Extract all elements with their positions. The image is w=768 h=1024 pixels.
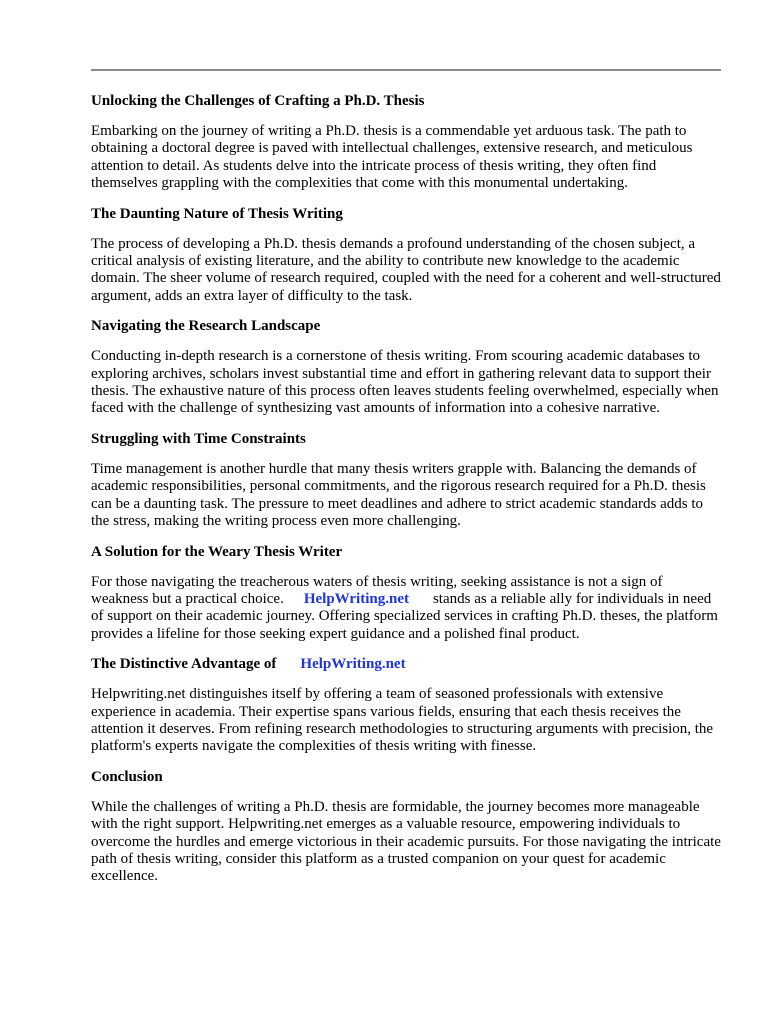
section-heading-time-constraints: Struggling with Time Constraints bbox=[91, 430, 306, 447]
section-body-research-landscape: Conducting in-depth research is a cornerstone of thesis writing. From scouring academic databases to exploring archives, scholars invest substantial time and effort in gathering relevant data to support their thesis. The exhaustive nature of this process often leaves students feeling overwhelmed, especially when faced with the challenge of synthesizing vast amounts of information into a cohesive narrative. bbox=[91, 348, 719, 417]
section-body-conclusion: While the challenges of writing a Ph.D. thesis are formidable, the journey becomes more manageable with the right support. Helpwriting.net emerges as a valuable resource, empowering individuals to overcome the hurdles and emerge victorious in their academic pursuits. For those navigating the intricate path of thesis writing, consider this platform as a trusted companion on your quest for academic excellence. bbox=[91, 798, 721, 885]
section-heading-research-landscape: Navigating the Research Landscape bbox=[91, 318, 321, 335]
document-title: Unlocking the Challenges of Crafting a Ph.D. Thesis bbox=[91, 93, 425, 109]
document-content bbox=[91, 90, 723, 886]
helpwriting-link[interactable]: HelpWriting.net bbox=[303, 590, 409, 607]
section-heading-daunting-nature: The Daunting Nature of Thesis Writing bbox=[91, 205, 343, 222]
solution-text-after-link: stands as a reliable ally for individuals in need of support on their academic journey. Offering specialized services in crafting Ph.D. theses, the platform provides a lifeline for those seeking expert guidance and a polished final product. bbox=[91, 590, 718, 642]
section-heading-solution: A Solution for the Weary Thesis Writer bbox=[91, 543, 343, 560]
section-heading-conclusion: Conclusion bbox=[91, 768, 163, 785]
advantage-heading-text: The Distinctive Advantage of bbox=[91, 656, 277, 673]
top-divider bbox=[91, 69, 721, 71]
section-body-distinctive-advantage: Helpwriting.net distinguishes itself by offering a team of seasoned professionals with extensive experience in academia. Their expertise spans various fields, ensuring that each thesis receives the attention it deserves. From refining research methodologies to structuring arguments with precision, the platform's experts navigate the complexities of thesis writing with finesse. bbox=[91, 686, 714, 755]
section-body-daunting-nature: The process of developing a Ph.D. thesis demands a profound understanding of the chosen subject, a critical analysis of existing literature, and the ability to contribute new knowledge to the academic domain. The sheer volume of research required, coupled with the need for a coherent and well-structured argument, adds an extra layer of difficulty to the task. bbox=[91, 235, 721, 304]
section-body-solution bbox=[91, 574, 723, 644]
solution-text-before-link: For those navigating the treacherous waters of thesis writing, seeking assistance is not a sign of weakness but a practical choice. bbox=[91, 573, 663, 607]
section-heading-distinctive-advantage bbox=[91, 655, 723, 674]
section-body-time-constraints: Time management is another hurdle that many thesis writers grapple with. Balancing the demands of academic responsibilities, personal commitments, and the rigorous research required for a Ph.D. thesis can be a daunting task. The pressure to meet deadlines and adhere to strict academic standards adds to the stress, making the writing process even more challenging. bbox=[91, 460, 706, 530]
helpwriting-heading-link[interactable]: HelpWriting.net bbox=[300, 656, 406, 673]
intro-paragraph: Embarking on the journey of writing a Ph.D. thesis is a commendable yet arduous task. The path to obtaining a doctoral degree is paved with intellectual challenges, extensive research, and meticulous attention to detail. As students delve into the intricate process of thesis writing, they often find themselves grappling with the complexities that come with this monumental undertaking. bbox=[91, 123, 693, 192]
